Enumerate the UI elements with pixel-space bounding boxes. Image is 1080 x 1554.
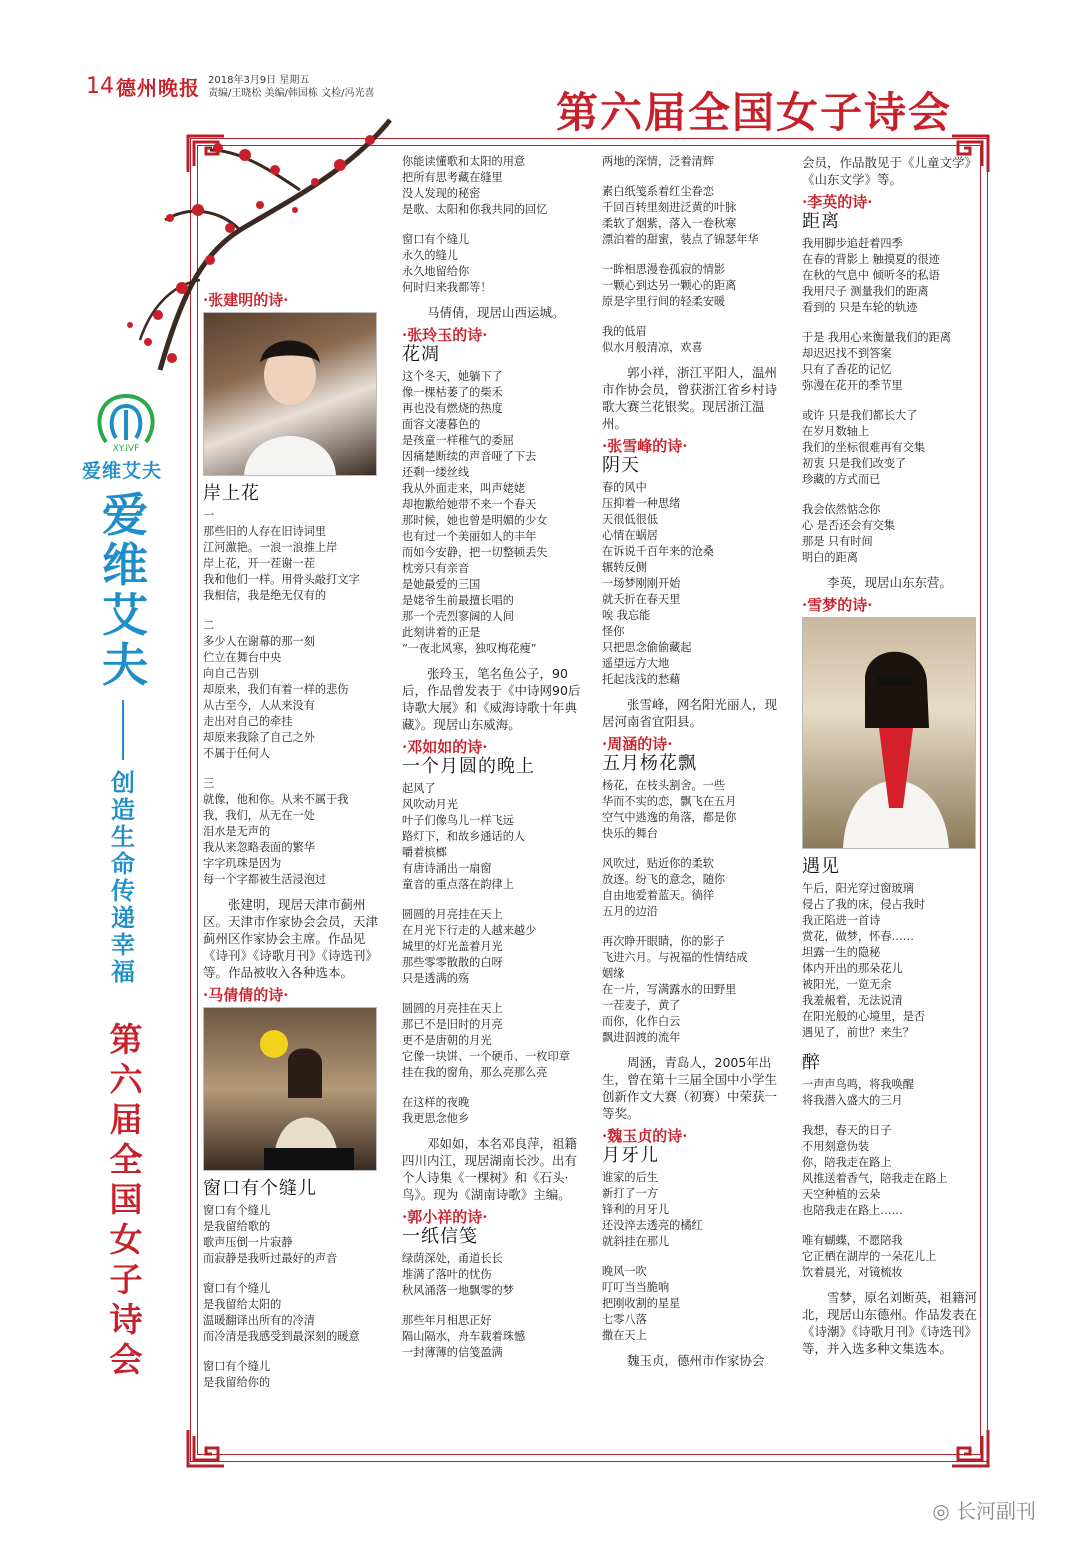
poem-line: 撒在天上 (602, 1329, 647, 1342)
poem-line: 明白的距离 (802, 551, 858, 564)
poem-line: 窗口有个缝儿 (402, 233, 470, 246)
poem-line: 一眸相思漫卷孤寂的情影 (602, 263, 726, 276)
poem-line: 歌声压倒一片寂静 (203, 1236, 293, 1249)
poem-line: 伫立在舞台中央 (203, 651, 282, 664)
poem-line: 被阳光，一览无余 (802, 978, 892, 991)
poem-line: 更不是唐朝的月光 (402, 1034, 492, 1047)
author-bio: 张玲玉，笔名鱼公子，90后，作品曾发表于《中诗网90后诗歌大展》和《威海诗歌十年典藏》。现居山东威海。 (402, 666, 581, 732)
author-bio: 郭小祥，浙江平阳人，温州市作协会员，曾获浙江省乡村诗歌大赛兰花银奖。现居浙江温州。 (602, 365, 778, 431)
poem-line: 这个冬天，她躺下了 (402, 370, 503, 383)
brand-name-small: 爱维艾夫 (82, 460, 163, 482)
section-header-zhou-han: ·周涵的诗· (602, 735, 673, 753)
section-header-zhang-xuefeng: ·张雪峰的诗· (602, 437, 688, 455)
poem-line: 江河激艳。一浪一浪推上岸 (203, 541, 338, 554)
wechat-icon: ◎ (932, 1499, 956, 1523)
poem-line: 飘进泅渡的流年 (602, 1031, 681, 1044)
column-3 (602, 154, 782, 1375)
poem-line: 没人发现的秘密 (402, 187, 481, 200)
brand-logo-text: XY.IVF (112, 444, 140, 452)
poem-line: 千回百转里刻进泛黄的叶脉 (602, 201, 737, 214)
poem-line: 叶子们像鸟儿一样飞远 (402, 814, 514, 827)
poem-line (402, 218, 582, 232)
poem-line: 我从外面走来，叫声姥姥 (402, 482, 526, 495)
section-header-wei-yuzhen: ·魏玉贞的诗· (602, 1127, 688, 1145)
poem-line: 秋风涌落一地飘零的梦 (402, 1284, 514, 1297)
poem-line: 再次睁开眼睛，你的影子 (602, 935, 726, 948)
poem-title: 醉 (802, 1052, 821, 1073)
slogan-divider (122, 700, 124, 760)
poem-line (602, 310, 782, 324)
poem-line: 唯有蝴蝶，不愿陪我 (802, 1234, 903, 1247)
author-bio: 魏玉贞，德州市作家协会 (627, 1353, 765, 1368)
author-bio: 张建明，现居天津市蓟州区。天津市作家协会会员，天津蓟州区作家协会主席。作品见《诗刊》《诗歌月刊》《诗选刊》等。作品被收入各种选本。 (203, 897, 379, 980)
author-photo-xue-meng (802, 617, 976, 849)
poem-title: 遇见 (802, 856, 840, 877)
poem-line (402, 893, 582, 907)
poem-line: 我和他们一样。用骨头敲打文字 (203, 573, 360, 586)
poem-line: 而冷清是我感受到最深刻的暖意 (203, 1330, 360, 1343)
poem-line: 不属于任何人 (203, 747, 271, 760)
brand-name-vertical: 爱维艾夫 (102, 488, 148, 692)
poem-line: 枕旁只有亲音 (402, 562, 470, 575)
poem-line: 那些年月相思正好 (402, 1314, 492, 1327)
poem-line: 还没淬去透亮的橘红 (602, 1219, 703, 1232)
poem-line: 空气中逃逸的角落，都是你 (602, 811, 737, 824)
author-photo-ma-qianqian (203, 1007, 377, 1171)
poem-line: 此刻讲着的正是 (402, 626, 481, 639)
poem-line: 杨花，在枝头割舍。一些 (602, 779, 726, 792)
poem-line: 我，我们，从无在一处 (203, 809, 315, 822)
poem-line: 七零八落 (602, 1313, 647, 1326)
poem-line: 放逐。纷飞的意念，随你 (602, 873, 726, 886)
poem-line: 看到的 只是车轮的轨迹 (802, 301, 918, 314)
poem-line: “一夜北风寒，独叹梅花瘦” (402, 642, 537, 655)
poem-body-continued (602, 154, 782, 356)
poem-line: 岸上花，开一茬谢一茬 (203, 557, 315, 570)
vertical-event-title: 第六届全国女子诗会 (109, 1020, 143, 1379)
poem-line: 把所有思考藏在缝里 (402, 171, 503, 184)
poem-line: 春的风中 (602, 481, 647, 494)
poem-line (203, 604, 381, 618)
poem-line: 柔软了烟紫，落入一卷秋寒 (602, 217, 737, 230)
poem-line (203, 762, 381, 776)
header-meta (208, 74, 374, 100)
poem-line: 那些零零散散的白呀 (402, 956, 503, 969)
poem-line: 一声声鸟鸣，将我唤醒 (802, 1078, 914, 1091)
brand-slogan: 创造生命 传递幸福 (111, 769, 135, 986)
poem-line: 你，陪我走在路上 (802, 1156, 892, 1169)
poem-line: 怪你 (602, 625, 625, 638)
poem-line: 圆圆的月亮挂在天上 (402, 1002, 503, 1015)
poem-line: 在秋的气息中 倾听冬的私语 (802, 269, 940, 282)
poem-line: 心 是否还会有交集 (802, 519, 896, 532)
poem-title: 五月杨花飘 (602, 753, 697, 774)
section-header-zhang-lingyu: ·张玲玉的诗· (402, 326, 488, 344)
poem-line: 字字玑珠是因为 (203, 857, 282, 870)
poem-line: 我正陷进一首诗 (802, 914, 881, 927)
poem-line: 晚风一吹 (602, 1265, 647, 1278)
poem-line: 而你，化作白云 (602, 1015, 681, 1028)
poem-line: 挂在我的窗角，那么亮那么亮 (402, 1066, 548, 1079)
poem-line (802, 1219, 980, 1233)
poem-line: 却原来我除了自己之外 (203, 731, 315, 744)
poem-line: 还剩一缕丝线 (402, 466, 470, 479)
poem-body (602, 1170, 782, 1344)
poem-line: 从古至今，人从来没有 (203, 699, 315, 712)
poem-body (802, 236, 980, 566)
poem-body (203, 1203, 381, 1391)
poem-line: 嚼着槟榔 (402, 846, 447, 859)
poem-line: 绿荫深处，甬道长长 (402, 1252, 503, 1265)
poem-line: 而寂静是我听过最好的声音 (203, 1252, 338, 1265)
poem-title: 阴天 (602, 455, 640, 476)
poem-line: 像一棵枯萎了的柴禾 (402, 386, 503, 399)
poem-line: 再也没有燃烧的热度 (402, 402, 503, 415)
poem-line: 是歌、太阳和你我共同的回忆 (402, 203, 548, 216)
poem-line: 新打了一方 (602, 1187, 658, 1200)
poem-line: 有唐诗涌出一扇窗 (402, 862, 492, 875)
section-header-xue-meng: ·雪梦的诗· (802, 596, 873, 614)
author-bio: 邓如如，本名邓良萍，祖籍四川内江，现居湖南长沙。出有个人诗集《一棵树》和《石头·鸟》。现为《湖南诗歌》主编。 (402, 1136, 578, 1202)
poem-line: 初衷 只是我们改变了 (802, 457, 907, 470)
poem-line: 我的低眉 (602, 325, 647, 338)
poem-line (402, 987, 582, 1001)
poem-line: 在月光下行走的人越来越少 (402, 924, 537, 937)
poem-body (602, 778, 782, 1046)
poem-line (402, 1299, 582, 1313)
poem-line (602, 920, 782, 934)
poem-line: 辗转反侧 (602, 561, 647, 574)
poem-line: 是我留给你的 (203, 1376, 271, 1389)
poem-line: 天空种植的云朵 (802, 1188, 881, 1201)
poem-title: 一个月圆的晚上 (402, 756, 535, 777)
poem-line: 三 (203, 777, 215, 790)
section-header-zhang-jianming: ·张建明的诗· (203, 291, 289, 309)
poem-line: 每一个字都被生活浸泡过 (203, 873, 327, 886)
poem-line: 风吹动月光 (402, 798, 458, 811)
poem-line: 走出对自己的牵挂 (203, 715, 293, 728)
poem-line: 是我留给太阳的 (203, 1298, 282, 1311)
poem-line: 快乐的舞台 (602, 827, 658, 840)
poem-line: 自由地爱着蓝天。徜徉 (602, 889, 714, 902)
author-photo-zhang-jianming (203, 312, 377, 476)
poem-line: 隔山隔水，舟车载着珠憾 (402, 1330, 526, 1343)
poem-line: 只有了香花的记忆 (802, 363, 892, 376)
poem-line (802, 488, 980, 502)
poem-line: 就夭折在春天里 (602, 593, 681, 606)
poem-line: 是她最爱的三国 (402, 578, 481, 591)
author-bio: 张雪峰，网名阳光丽人，现居河南省宜阳县。 (602, 697, 778, 729)
poem-line: 窗口有个缝儿 (203, 1282, 271, 1295)
poem-body (802, 1077, 980, 1281)
poem-line: 却抱歉给她带不来一个春天 (402, 498, 537, 511)
poem-line (602, 1250, 782, 1264)
poem-line: 就像，他和你。从来不属于我 (203, 793, 349, 806)
poem-line: 一 (203, 509, 215, 522)
poem-line: 我从来忽略表面的繁华 (203, 841, 315, 854)
author-bio: 马倩倩，现居山西运城。 (427, 305, 565, 320)
poem-line: 一封薄薄的信笺盈满 (402, 1346, 503, 1359)
poem-line: 也有过一个美丽如人的丰年 (402, 530, 537, 543)
section-header-ma-qianqian: ·马倩倩的诗· (203, 986, 289, 1004)
editors-line: 责编/王晓松 美编/韩国栋 文检/冯光喜 (208, 88, 375, 99)
poem-line: 姻缘 (602, 967, 625, 980)
poem-line: 却原来，我们有着一样的悲伤 (203, 683, 349, 696)
poem-line: 遥望远方大地 (602, 657, 670, 670)
poem-line: 侵占了我的床，侵占我时 (802, 898, 926, 911)
author-bio-continued: 会员，作品散见于《儿童文学》《山东文学》等。 (802, 155, 978, 187)
poem-title: 岸上花 (203, 483, 260, 504)
poem-line: 心情在蜗居 (602, 529, 658, 542)
poem-body (602, 480, 782, 688)
poem-line: 坦露一生的隐秘 (802, 946, 881, 959)
watermark-text: 长河副刊 (956, 1499, 1036, 1523)
poem-line: 童音的重点落在韵律上 (402, 878, 514, 891)
poem-body (802, 881, 980, 1041)
poem-line: 那已不是旧时的月亮 (402, 1018, 503, 1031)
poem-line: 原是字里行间的轻柔安暖 (602, 295, 726, 308)
section-header-guo-xiaoxiang: ·郭小祥的诗· (402, 1208, 488, 1226)
poem-line: 也陪我走在路上…… (802, 1204, 903, 1217)
poem-line: 我用脚步追赶着四季 (802, 237, 903, 250)
poem-line: 我用尺子 测量我们的距离 (802, 285, 929, 298)
poem-line: 似水月般清凉，欢喜 (602, 341, 703, 354)
poem-line: 窗口有个缝儿 (203, 1204, 271, 1217)
poem-line: 温暖翻译出所有的冷清 (203, 1314, 315, 1327)
poem-line: 把刚收割的星星 (602, 1297, 681, 1310)
poem-line: 我羞赧着，无法说清 (802, 994, 903, 1007)
poem-line: 弥漫在花开的季节里 (802, 379, 903, 392)
poem-line: 压抑着一种思绪 (602, 497, 681, 510)
poem-line: 五月的边沿 (602, 905, 658, 918)
poem-line: 而如今安静，把一切整顿丢失 (402, 546, 548, 559)
column-4 (802, 154, 980, 1363)
poem-line: 那是 只有时间 (802, 535, 873, 548)
poem-line: 不用刻意伪装 (802, 1140, 870, 1153)
poem-line: 体内开出的那朵花儿 (802, 962, 903, 975)
poem-line: 是孩童一样稚气的委屈 (402, 434, 514, 447)
poem-body-continued (402, 154, 582, 296)
poem-line: 二 (203, 619, 215, 632)
poem-line (602, 248, 782, 262)
poem-line: 它像一块饼、一个硬币、一枚印章 (402, 1050, 570, 1063)
poem-line: 锋利的月牙儿 (602, 1203, 670, 1216)
poem-title: 花凋 (402, 344, 440, 365)
poem-line: 华而不实的恋，飘飞在五月 (602, 795, 737, 808)
poem-body (402, 1251, 582, 1361)
poem-line (802, 316, 980, 330)
banner-title: 第六届全国女子诗会 (556, 88, 953, 137)
poem-line: 谁家的后生 (602, 1171, 658, 1184)
poem-line: 唉 我忘能 (602, 609, 651, 622)
column-1 (203, 286, 381, 1391)
corner-ornament-bottom-right (950, 1428, 990, 1468)
poem-line: 托起浅浅的愁藉 (602, 673, 681, 686)
poem-body (402, 781, 582, 1127)
poem-body (402, 369, 582, 657)
poem-line: 漂泊着的甜蜜，装点了锦瑟年华 (602, 233, 759, 246)
poem-line: 遇见了，前世？来生？ (802, 1026, 914, 1039)
poem-line: 你能读懂歌和太阳的用意 (402, 155, 526, 168)
poem-line: 天很低很低 (602, 513, 658, 526)
poem-line (402, 1081, 582, 1095)
poem-line: 在春的背影上 触摸夏的很迹 (802, 253, 940, 266)
poem-line: 我相信，我是绝无仅有的 (203, 589, 327, 602)
poem-line: 午后，阳光穿过窗玻璃 (802, 882, 914, 895)
poem-line: 在岁月数轴上 (802, 425, 870, 438)
poem-line: 何时归来我都等！ (402, 281, 492, 294)
poem-line: 那些旧的人存在旧诗词里 (203, 525, 327, 538)
author-bio: 李英，现居山东东营。 (827, 575, 953, 590)
poem-line: 我更思念他乡 (402, 1112, 470, 1125)
brand-logo-icon (86, 392, 166, 452)
wechat-watermark (932, 1495, 1036, 1524)
poem-line: 风吹过，贴近你的柔软 (602, 857, 714, 870)
poem-line: 我们的坐标很难再有交集 (802, 441, 926, 454)
poem-line: 堆满了落叶的忧伤 (402, 1268, 492, 1281)
poem-line: 永久地留给你 (402, 265, 470, 278)
poem-line: 在这样的夜晚 (402, 1096, 470, 1109)
poem-line: 在阳光般的心境里，是否 (802, 1010, 926, 1023)
corner-ornament-bottom-left (186, 1428, 226, 1468)
poem-line: 于是 我用心来衡量我们的距离 (802, 331, 951, 344)
date-line: 2018年3月9日 星期五 (208, 75, 310, 86)
section-header-li-ying: ·李英的诗· (802, 193, 873, 211)
poem-line: 窗口有个缝儿 (203, 1360, 271, 1373)
poem-line: 是姥爷生前最擅长唱的 (402, 594, 514, 607)
poem-line: 我会依然惦念你 (802, 503, 881, 516)
poem-line: 两地的深情，泛着清辉 (602, 155, 714, 168)
poem-line: 永久的缝儿 (402, 249, 458, 262)
poem-line: 赏花，做梦，怀春…… (802, 930, 914, 943)
poem-line: 素白纸笺系着红尘眷恋 (602, 185, 714, 198)
poem-line: 一场梦刚刚开始 (602, 577, 681, 590)
poem-line: 叮叮当当脆响 (602, 1281, 670, 1294)
poem-line: 是我留给歌的 (203, 1220, 271, 1233)
poem-line: 却迟迟找不到答案 (802, 347, 892, 360)
poem-body (203, 508, 381, 888)
poem-line: 我想，春天的日子 (802, 1124, 892, 1137)
page-number: 14 (86, 74, 114, 99)
poem-line (203, 1345, 381, 1359)
poem-line: 圆圆的月亮挂在天上 (402, 908, 503, 921)
poem-line: 饮着晨光，对镜梳妆 (802, 1266, 903, 1279)
author-bio: 周涵，青岛人，2005年出生，曾在第十三届全国中小学生创新作文大赛（初赛）中荣获一等奖。 (602, 1055, 778, 1121)
poem-line: 起风了 (402, 782, 436, 795)
section-header-deng-ruru: ·邓如如的诗· (402, 738, 488, 756)
poem-line (802, 1109, 980, 1123)
poem-line: 一颗心到达另一颗心的距离 (602, 279, 737, 292)
poem-line (802, 394, 980, 408)
poem-line: 城里的灯光盖着月光 (402, 940, 503, 953)
poem-line: 那时候，她也曾是明媚的少女 (402, 514, 548, 527)
author-bio: 雪梦，原名刘断英，祖籍河北，现居山东德州。作品发表在《诗潮》《诗歌月刊》《诗选刊》等，并入选多种文集选本。 (802, 1290, 978, 1356)
poem-line: 在诉说千百年来的沧桑 (602, 545, 714, 558)
newspaper-name: 德州晚报 (116, 76, 200, 100)
poem-line (602, 170, 782, 184)
poem-line (203, 1267, 381, 1281)
poem-line: 只是透满的殇 (402, 972, 470, 985)
poem-title: 一纸信笺 (402, 1226, 478, 1247)
poem-line: 将我潜入盛大的三月 (802, 1094, 903, 1107)
poem-line: 泪水是无声的 (203, 825, 271, 838)
poem-line (602, 842, 782, 856)
poem-line: 多少人在谢幕的那一刻 (203, 635, 315, 648)
poem-line: 那一个壳烈寥阔的人间 (402, 610, 514, 623)
poem-line: 它正栖在湖岸的一朵花儿上 (802, 1250, 937, 1263)
poem-line: 因痛楚断续的声音哑了下去 (402, 450, 537, 463)
column-2 (402, 154, 582, 1361)
poem-line: 路灯下，和故乡通话的人 (402, 830, 526, 843)
poem-line: 珍藏的方式而已 (802, 473, 881, 486)
poem-line: 或许 只是我们都长大了 (802, 409, 918, 422)
poem-line: 一茬麦子，黄了 (602, 999, 681, 1012)
poem-line: 在一片，写满露水的田野里 (602, 983, 737, 996)
poem-line: 就斜挂在那儿 (602, 1235, 670, 1248)
poem-title: 距离 (802, 211, 840, 232)
poem-title: 窗口有个缝儿 (203, 1178, 317, 1199)
poem-line: 面容文凄暮色的 (402, 418, 481, 431)
poem-line: 向自己告别 (203, 667, 259, 680)
poem-title: 月牙儿 (602, 1145, 659, 1166)
poem-line: 风推送着香气，陪我走在路上 (802, 1172, 948, 1185)
poem-line: 飞进六月。与祝福的性情结成 (602, 951, 748, 964)
poem-line: 只把思念偷偷藏起 (602, 641, 692, 654)
